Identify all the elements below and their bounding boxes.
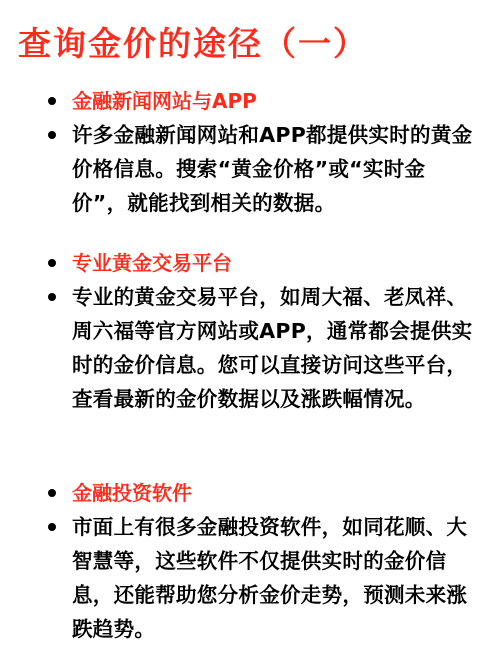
bullet-dot-icon (48, 489, 56, 497)
section-heading: 专业黄金交易平台 (72, 251, 232, 275)
bullet-dot-icon (48, 131, 56, 139)
section-heading: 金融新闻网站与APP (72, 89, 257, 113)
section-body-row (44, 118, 480, 220)
section-heading-row (44, 246, 480, 280)
section-heading: 金融投资软件 (72, 481, 192, 505)
section-investment-software (44, 476, 480, 646)
bullet-dot-icon (48, 97, 56, 105)
section-gold-trading-platforms (44, 246, 480, 416)
bullet-dot-icon (48, 293, 56, 301)
bullet-dot-icon (48, 259, 56, 267)
section-body: 专业的黄金交易平台，如周大福、老凤祥、周六福等官方网站或APP，通常都会提供实时的金价信息。您可以直接访问这些平台，查看最新的金价数据以及涨跌幅情况。 (72, 285, 473, 411)
section-heading-row (44, 84, 480, 118)
section-heading-row (44, 476, 480, 510)
section-body: 许多金融新闻网站和APP都提供实时的黄金价格信息。搜索“黄金价格”或“实时金价”，就能找到相关的数据。 (72, 123, 473, 215)
section-body-row (44, 510, 480, 646)
section-body-row (44, 280, 480, 416)
section-financial-news (44, 84, 480, 220)
section-body: 市面上有很多金融投资软件，如同花顺、大智慧等，这些软件不仅提供实时的金价信息，还能帮助您分析金价走势，预测未来涨跌趋势。 (72, 515, 468, 641)
bullet-dot-icon (48, 523, 56, 531)
page-title: 查询金价的途径（一） (18, 24, 368, 63)
